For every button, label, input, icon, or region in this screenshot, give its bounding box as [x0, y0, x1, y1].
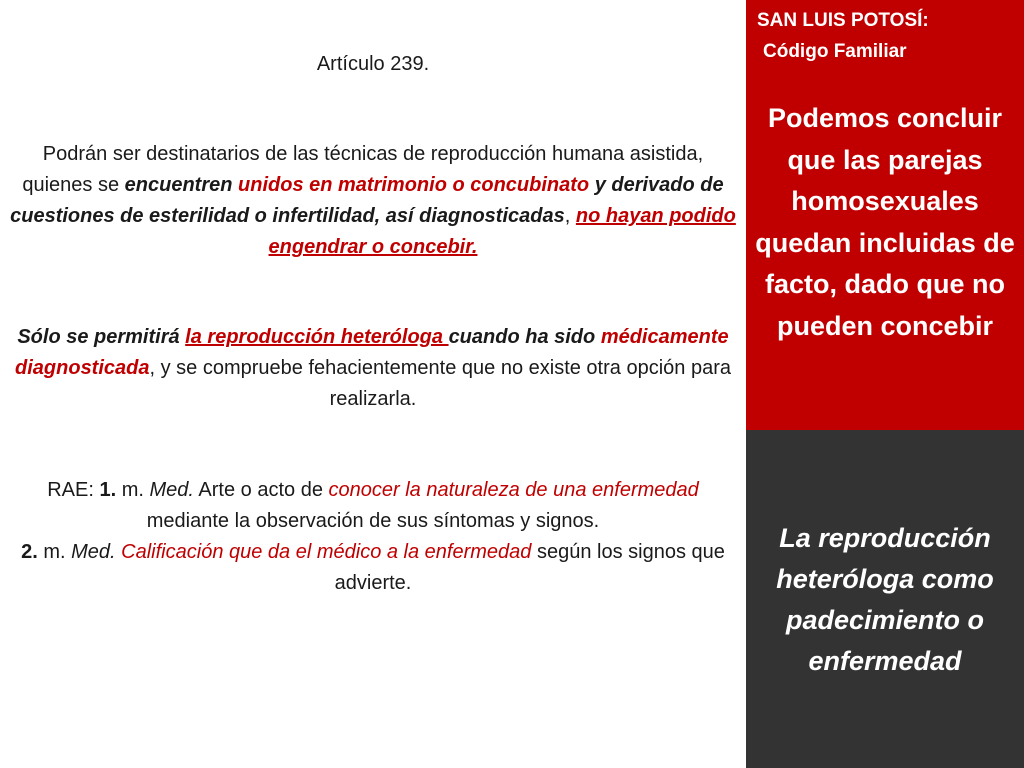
p2-highlight-heterologa: la reproducción heteróloga — [185, 326, 449, 348]
conclusion-panel — [746, 0, 1024, 430]
code-header: Código Familiar — [763, 41, 907, 62]
rae-sense-1-number: 1. — [99, 479, 117, 501]
article-paragraph-recipients: Podrán ser destinatarios de las técnicas de reproducción humana asistida, quienes se encuentren unidos en matrimonio o concubinato y derivado de cuestiones de esterilidad o infertilidad, así diagnosticadas, no hayan podido engendrar o concebir. — [10, 143, 736, 258]
rae-med-label-2: Med. — [71, 541, 116, 563]
p1-highlight-engendrar: no hayan podido engendrar o concebir. — [268, 205, 736, 258]
rae-sense-2-number: 2. — [21, 541, 38, 563]
p1-text: Podrán ser destinatarios de las técnicas de reproducción humana asistida, quienes se — [22, 143, 704, 196]
article-title: Artículo 239. — [316, 53, 430, 75]
rae-definition: RAE: 1. m. Med. Arte o acto de conocer la naturaleza de una enfermedad mediante la observación de sus síntomas y signos. 2. m. Med. Calificación que da el médico a la enfermedad según los signos que advierte. — [21, 479, 725, 594]
p1-emphasis-esterilidad: y derivado de cuestiones de esterilidad o infertilidad, así diagnosticadas — [10, 174, 724, 227]
slide-subtitle: La reproducción heteróloga como padecimiento o enfermedad — [776, 523, 994, 676]
p1-emphasis-encuentren: encuentren — [124, 174, 233, 196]
article-paragraph-heterologa — [8, 322, 738, 415]
p1-highlight-union: unidos en matrimonio o concubinato — [238, 174, 590, 196]
rae-highlight-calificacion: Calificación que da el médico a la enfermedad — [121, 541, 532, 563]
subtitle-panel — [746, 430, 1024, 768]
conclusion-text: Podemos concluir que las parejas homosexuales quedan incluidas de facto, dado que no pueden concebir — [755, 103, 1015, 341]
rae-highlight-conocer: conocer la naturaleza de una enfermedad — [328, 479, 699, 501]
jurisdiction-header: SAN LUIS POTOSÍ: — [757, 10, 929, 31]
p2-highlight-diagnosticada: médicamente diagnosticada — [15, 326, 729, 379]
p2-emphasis-cuando: cuando ha sido — [448, 326, 601, 348]
p2-text: , y se compruebe fehacientemente que no existe otra opción para realizarla. — [149, 357, 731, 410]
p2-emphasis-permitira: Sólo se permitirá — [17, 326, 186, 348]
rae-med-label-1: Med. — [149, 479, 194, 501]
